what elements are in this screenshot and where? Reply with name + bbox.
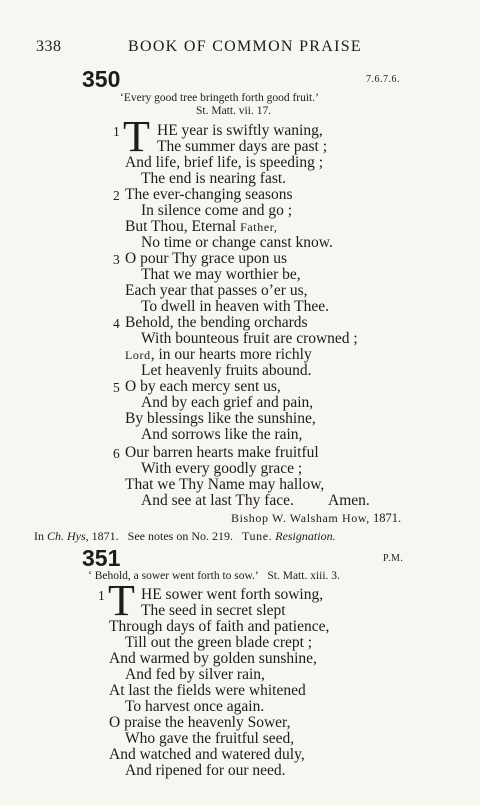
hymn-meter-351: P.M. <box>383 553 404 564</box>
verse-line: The summer days are past ; <box>157 138 328 155</box>
small-caps-word: Father, <box>240 220 278 234</box>
verse-line: And life, brief life, is speeding ; <box>125 154 324 171</box>
hymn-epigraph-351: ‘ Behold, a sower went forth to sow.’ St. Matt. xiii. 3. <box>88 570 340 582</box>
verse-line: By blessings like the sunshine, <box>125 410 316 427</box>
verse-line: To dwell in heaven with Thee. <box>141 298 330 315</box>
verse-line: With bounteous fruit are crowned ; <box>141 330 358 347</box>
verse-line: O by each mercy sent us, <box>125 378 281 395</box>
verse-line: Our barren hearts make fruitful <box>125 444 319 461</box>
verse-line: But Thou, Eternal Father, <box>125 218 278 235</box>
verse-line: Through days of faith and patience, <box>109 618 330 635</box>
verse-line: Behold, the bending orchards <box>125 314 308 331</box>
verse-line: Till out the green blade crept ; <box>125 634 313 651</box>
stanza-number: 6 <box>113 446 120 461</box>
verse-line: To harvest once again. <box>125 698 265 715</box>
verse-line: No time or change canst know. <box>141 234 333 251</box>
verse-line: O pour Thy grace upon us <box>125 250 288 267</box>
verse-line: That we may worthier be, <box>141 266 301 283</box>
small-caps-word: Lord <box>125 348 151 362</box>
verse-line: The seed in secret slept <box>141 602 286 619</box>
verse-line: And fed by silver rain, <box>125 666 265 683</box>
hymn-author: Bishop W. Walsham How, 1871. <box>231 511 402 525</box>
verse-line: With every goodly grace ; <box>141 460 303 477</box>
hymn-epigraph-ref-350: St. Matt. vii. 17. <box>196 105 272 117</box>
hymn-source-note: In Ch. Hys, 1871. See notes on No. 219. Tune. Resignation. <box>34 529 336 543</box>
page-number: 338 <box>36 38 62 55</box>
verse-line: Each year that passes o’er us, <box>125 282 308 299</box>
verse-line: And ripened for our need. <box>125 762 286 779</box>
stanza-number: 1 <box>113 124 120 139</box>
stanza-number: 4 <box>113 316 120 331</box>
stanza-number: 2 <box>113 188 120 203</box>
drop-cap: T <box>108 576 135 625</box>
verse-line: The end is nearing fast. <box>141 170 287 187</box>
verse-line: O praise the heavenly Sower, <box>109 714 291 731</box>
verse-line: Who gave the fruitful seed, <box>125 730 295 747</box>
page-header <box>36 38 446 58</box>
hymn-number-350: 350 <box>82 66 121 92</box>
verse-line: And warmed by golden sunshine, <box>109 650 317 667</box>
verse-line: At last the fields were whitened <box>109 682 306 699</box>
verse-line: HE sower went forth sowing, <box>141 586 324 603</box>
verse-line: And by each grief and pain, <box>141 394 314 411</box>
amen: Amen. <box>328 492 370 509</box>
verse-line: The ever-changing seasons <box>125 186 293 203</box>
verse-line: And see at last Thy face. <box>141 492 294 509</box>
verse-line: And sorrows like the rain, <box>141 426 303 443</box>
running-head: BOOK OF COMMON PRAISE <box>128 38 363 55</box>
verse-line: Lord, in our hearts more richly <box>125 346 312 363</box>
stanza-number: 5 <box>113 380 120 395</box>
verse-line: Let heavenly fruits abound. <box>141 362 312 379</box>
hymn-number-351: 351 <box>82 545 121 571</box>
verse-line: And watched and watered duly, <box>109 746 305 763</box>
drop-cap: T <box>123 112 150 161</box>
stanza-number: 1 <box>98 588 105 603</box>
hymn-epigraph-350: ‘Every good tree bringeth forth good fruit.’ <box>120 92 319 104</box>
stanza-number: 3 <box>113 252 120 267</box>
verse-line: HE year is swiftly waning, <box>157 122 323 139</box>
verse-line: In silence come and go ; <box>141 202 293 219</box>
verse-line: That we Thy Name may hallow, <box>125 476 325 493</box>
hymn-meter-350: 7.6.7.6. <box>366 74 400 85</box>
